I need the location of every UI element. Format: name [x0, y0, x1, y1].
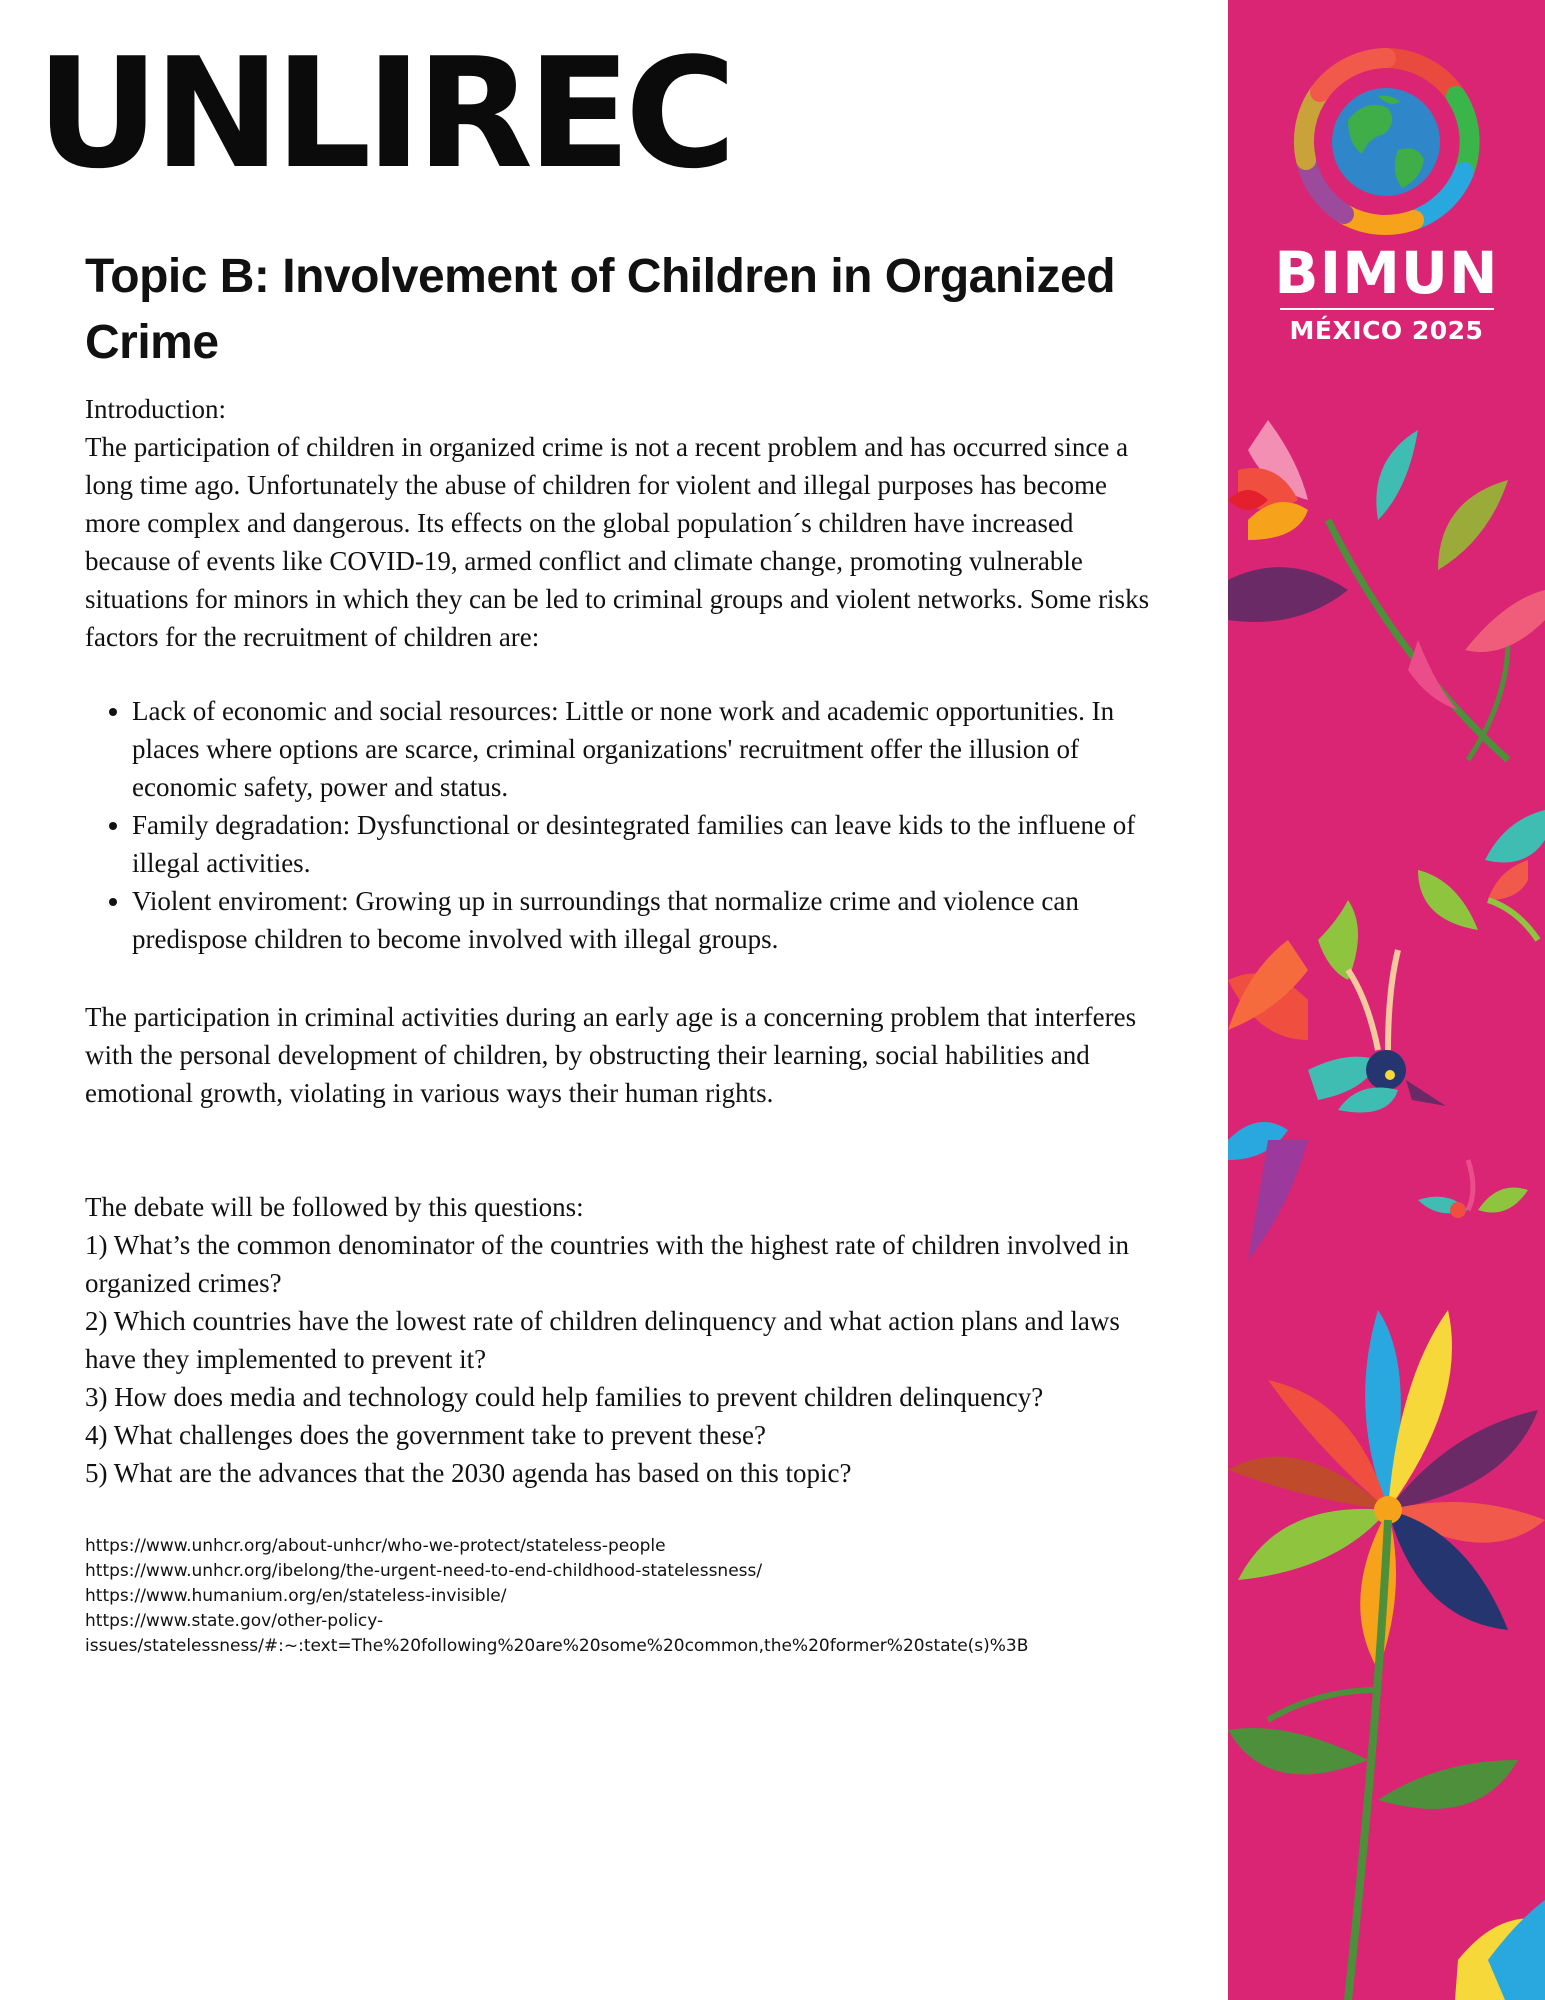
debate-question: 2) Which countries have the lowest rate of children delinquency and what action plans and laws have they implemented to prevent it?: [85, 1306, 1120, 1374]
brand-name: BIMUN: [1274, 239, 1499, 307]
introduction-section: [85, 390, 1165, 656]
concern-section: [85, 998, 1165, 1112]
large-flower-icon: [1228, 1310, 1545, 1670]
risk-factor-item: • Lack of economic and social resources: Little or none work and academic opportunities. In places where options are scarce, criminal organizations' recruitment offer the illusion of economic safety, power and status.: [132, 692, 1165, 806]
globe-with-hands-icon: [1304, 58, 1470, 225]
risk-factors-list: [85, 692, 1165, 958]
risk-factor-item: • Family degradation: Dysfunctional or desintegrated families can leave kids to the influene of illegal activities.: [132, 806, 1165, 882]
introduction-heading: Introduction:: [85, 394, 226, 424]
reference-link[interactable]: https://www.humanium.org/en/stateless-invisible/: [85, 1586, 507, 1606]
debate-question: 3) How does media and technology could help families to prevent children delinquency?: [85, 1382, 1044, 1412]
debate-question: 5) What are the advances that the 2030 agenda has based on this topic?: [85, 1458, 852, 1488]
risk-factors-section: [85, 692, 1165, 958]
side-banner: [1228, 0, 1545, 2000]
concern-paragraph: The participation in criminal activities during an early age is a concerning problem that interferes with the personal development of children, by obstructing their learning, social habilities and emotional growth, violating in various ways their human rights.: [85, 1002, 1137, 1108]
topic-title: Topic B: Involvement of Children in Organized Crime: [85, 250, 1116, 369]
debate-question: 1) What’s the common denominator of the countries with the highest rate of children involved in organized crimes?: [85, 1230, 1129, 1298]
brand-divider: [1280, 308, 1494, 310]
debate-intro: The debate will be followed by this questions:: [85, 1192, 584, 1222]
debate-question: 4) What challenges does the government take to prevent these?: [85, 1420, 766, 1450]
brand-subtitle: MÉXICO 2025: [1289, 316, 1484, 345]
risk-factor-item: • Violent enviroment: Growing up in surroundings that normalize crime and violence can predispose children to become involved with illegal groups.: [132, 882, 1165, 958]
reference-link-continuation[interactable]: issues/statelessness/#:~:text=The%20following%20are%20some%20common,the%20former%20state(s)%3B: [85, 1636, 1029, 1656]
org-name: UNLIREC: [36, 25, 731, 202]
debate-questions-section: [85, 1188, 1165, 1492]
reference-link[interactable]: https://www.state.gov/other-policy-: [85, 1611, 384, 1631]
introduction-paragraph: The participation of children in organized crime is not a recent problem and has occurred since a long time ago. Unfortunately the abuse of children for violent and illegal purposes has become more complex and dangerous. Its effects on the global population´s children have increased because of events like COVID-19, armed conflict and climate change, promoting vulnerable situations for minors in which they can be led to criminal groups and violent networks. Some risks factors for the recruitment of children are:: [85, 432, 1150, 652]
references-list: [85, 1534, 1185, 1659]
reference-link[interactable]: https://www.unhcr.org/about-unhcr/who-we-protect/stateless-people: [85, 1536, 666, 1556]
brand-block: [1228, 240, 1545, 346]
reference-link[interactable]: https://www.unhcr.org/ibelong/the-urgent-need-to-end-childhood-statelessness/: [85, 1561, 763, 1581]
